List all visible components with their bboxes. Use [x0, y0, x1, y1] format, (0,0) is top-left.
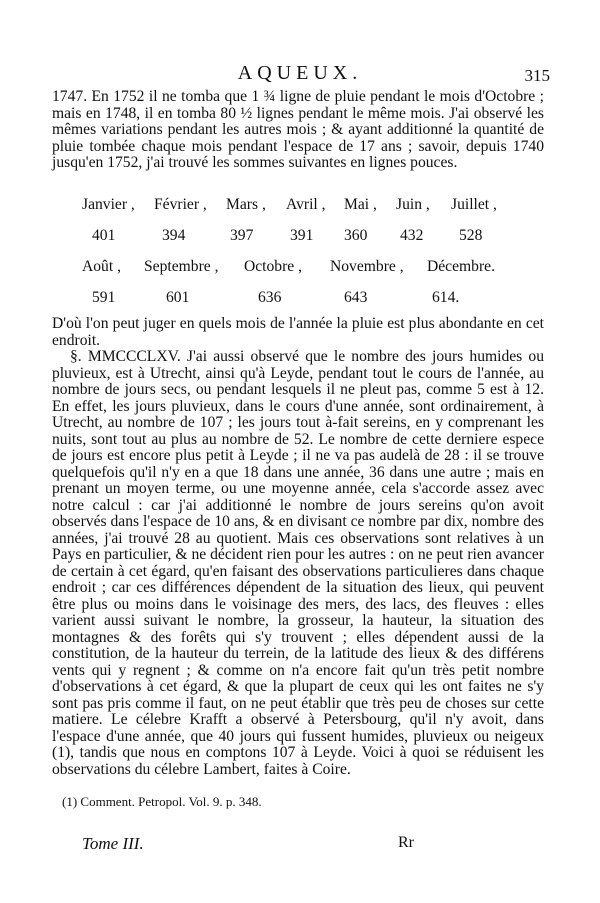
month-label: Juin , [396, 196, 430, 213]
rain-value: 601 [166, 289, 190, 306]
rain-table [82, 196, 502, 315]
month-label: Janvier , [82, 196, 135, 213]
footnote: (1) Comment. Petropol. Vol. 9. p. 348. [62, 794, 262, 809]
rain-value: 397 [230, 227, 254, 244]
rain-table-months-row-1 [82, 196, 502, 222]
signature-mark: Rr [398, 834, 414, 851]
page-number: 315 [524, 66, 550, 85]
rain-value: 636 [258, 289, 282, 306]
rain-value: 401 [92, 227, 116, 244]
month-label: Décembre. [427, 258, 495, 275]
month-label: Octobre , [244, 258, 303, 275]
month-label: Février , [154, 196, 207, 213]
month-label: Juillet , [451, 196, 497, 213]
month-label: Novembre , [330, 258, 404, 275]
rain-value: 591 [92, 289, 116, 306]
month-label: Avril , [286, 196, 326, 213]
month-label: Mai , [344, 196, 377, 213]
rain-value: 528 [459, 227, 483, 244]
running-title: AQUEUX. [237, 62, 363, 84]
paragraph-intro-text: 1747. En 1752 il ne tomba que 1 ¾ ligne de pluie pendant le mois d'Octobre ; mais en 1748, il en tomba 80 ½ lignes pendant le même mois. J'ai observé les mêmes variations pendant les autres mois ; & ayant additionné la quantité de pluie tombée chaque mois pendant l'espace de 17 ans ; savoir, depuis 1740 jusqu'en 1752, j'ai trouvé les sommes suivantes en lignes pouces. [52, 88, 544, 171]
running-header [0, 62, 600, 88]
rain-table-months-row-2 [82, 258, 502, 284]
month-label: Septembre , [144, 258, 219, 275]
rain-value: 391 [290, 227, 314, 244]
month-label: Mars , [226, 196, 266, 213]
paragraph-intro [52, 89, 544, 172]
rain-value: 394 [162, 227, 186, 244]
rain-value: 614. [432, 289, 460, 306]
rain-value: 432 [400, 227, 424, 244]
paragraph-conclusion-text: D'où l'on peut juger en quels mois de l'année la pluie est plus abondante en cet endroit. [52, 315, 544, 349]
month-label: Août , [82, 258, 121, 275]
rain-table-values-row-2 [82, 289, 502, 315]
rain-value: 643 [344, 289, 368, 306]
paragraph-section-text: §. MMCCCLXV. J'ai aussi observé que le nombre des jours humides ou pluvieux, est à Utrecht, ainsi qu'à Leyde, pendant tout le cours de l'année, au nombre de jours secs, ou pendant lesquels il ne pleut pas, comme 5 est à 12. En effet, les jours pluvieux, dans le cours d'une année, sont ordinairement, à Utrecht, au nombre de 107 ; les jours tout à-fait sereins, en y comprenant les nuits, sont tout au plus au nombre de 52. Le nombre de cette derniere espece de jours est encore plus petit à Leyde ; il ne va pas audelà de 28 : il se trouve quelquefois qu'il n'y en a que 18 dans une année, 36 dans une autre ; mais en prenant un moyen terme, ou une moyenne année, cela s'accorde assez avec notre calcul : car j'ai additionné le nombre de jours sereins qu'on avoit observés dans l'espace de 10 ans, & en divisant ce nombre par dix, nombre des années, j'ai trouvé 28 au quotient. Mais ces observations sont relatives à un Pays en particulier, & ne décident rien pour les autres : on ne peut rien avancer de certain à cet égard, qu'en faisant des observations particulieres dans chaque endroit ; car ces différences dépendent de la situation des lieux, qui peuvent être plus ou moins dans le voisinage des mers, des lacs, des fleuves : elles varient aussi suivant le nombre, la grosseur, la hauteur, la situation des montagnes & des forêts qui s'y trouvent ; elles dépendent aussi de la constitution, de la hauteur du terrein, de la latitude des lieux & des différens vents qui y regnent ; & comme on n'a encore fait qu'un très petit nombre d'observations à cet égard, & que la plupart de ceux qui les ont faites ne s'y sont pas pris comme il faut, on ne peut établir que très peu de choses sur cette matiere. Le célebre Krafft a observé à Petersbourg, qu'il n'y avoit, dans l'espace d'une année, que 40 jours qui fussent humides, pluvieux ou neigeux (1), tandis que nous en comptons 107 à Leyde. Voici à quoi se réduisent les observations du célebre Lambert, faites à Coire. [52, 348, 544, 778]
rain-value: 360 [344, 227, 368, 244]
rain-table-values-row-1 [82, 227, 502, 253]
volume-label: Tome III. [82, 834, 144, 853]
paragraph-main [52, 316, 544, 778]
